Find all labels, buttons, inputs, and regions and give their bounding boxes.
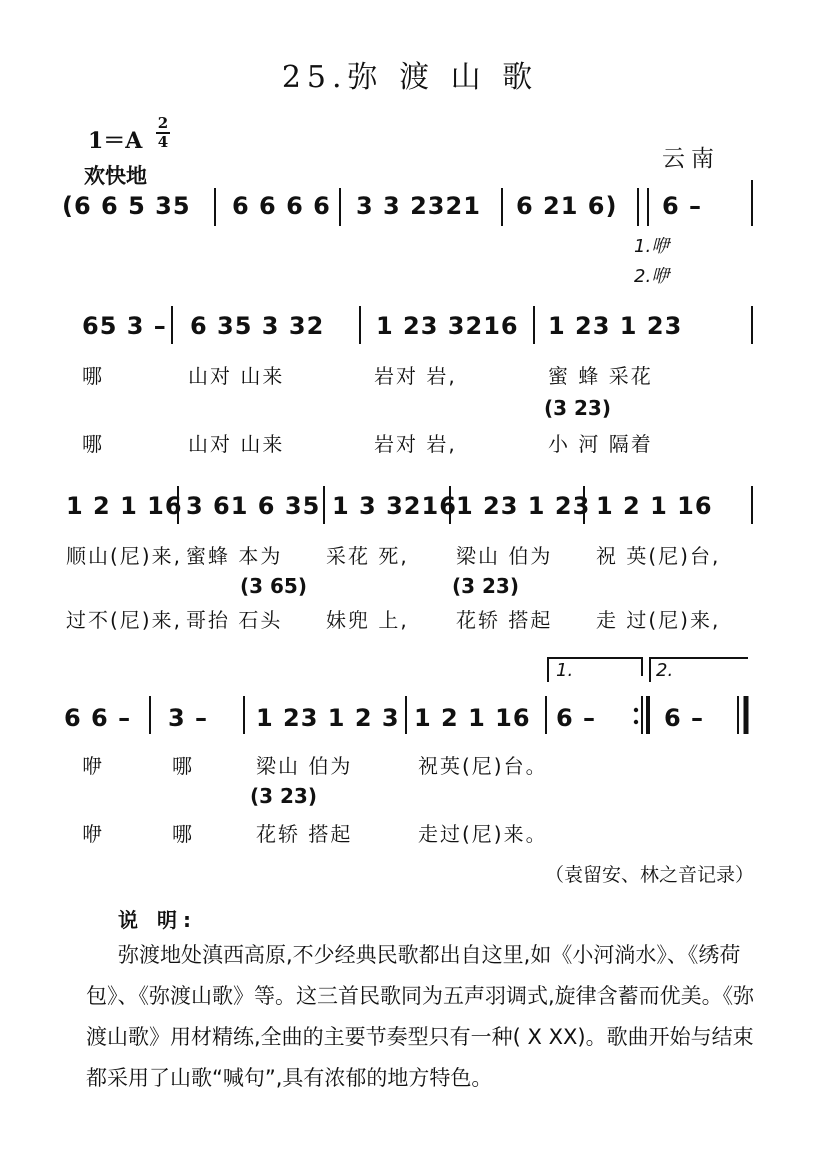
lyric: 走 过(尼)来, [596, 608, 721, 632]
lyric: 走过(尼)来。 [418, 822, 548, 846]
lyric: 哥抬 石头 [186, 608, 283, 632]
measure: 6 21 6) [516, 192, 618, 220]
lyric: 蜜 蜂 采花 [548, 364, 653, 388]
lyric: 蜜蜂 本为 [186, 544, 283, 568]
time-bottom: 4 [157, 133, 169, 151]
measure: 3 61 6 35 [186, 492, 321, 520]
measure: 1 2 1 16 [414, 704, 531, 732]
barlines-system-3 [0, 480, 820, 530]
lyric: 采花 死, [326, 544, 409, 568]
measure: 1 23 3216 [376, 312, 519, 340]
lyric: 梁山 伯为 [456, 544, 553, 568]
lyric: 哪 [172, 822, 194, 846]
lyric: 咿 [82, 754, 104, 778]
measure: 6 – [664, 704, 705, 732]
explanation-heading: 说 明: [118, 908, 197, 932]
measure: 65 3 – [82, 312, 167, 340]
lyric: 祝 英(尼)台, [596, 544, 721, 568]
alternate-notes: (3 23) [544, 396, 611, 420]
lyric: 梁山 伯为 [256, 754, 353, 778]
song-title: 25.弥 渡 山 歌 [281, 60, 539, 95]
lyric: 祝英(尼)台。 [418, 754, 548, 778]
tempo-marking: 欢快地 [84, 164, 147, 188]
lyric: 顺山(尼)来, [66, 544, 182, 568]
measure: 1 2 1 16 [596, 492, 713, 520]
measure: 1 3 3216 [332, 492, 457, 520]
volta-1-label: 1. [556, 660, 574, 681]
barlines-system-1 [0, 180, 820, 230]
lyric: 山对 山来 [188, 364, 285, 388]
volta-2-label: 2. [656, 660, 674, 681]
time-signature [156, 116, 170, 150]
transcription-credit: （袁留安、林之音记录） [544, 864, 754, 886]
explanation-text: 弥渡地处滇西高原,不少经典民歌都出自这里,如《小河淌水》、《绣荷包》、《弥渡山歌》等。这三首民歌同为五声羽调式,旋律含蓄而优美。《弥渡山歌》用材精练,全曲的主要节奏型只有一种( X XX)。歌曲开始与结束都采用了山歌“喊句”,具有浓郁的地方特色。 [86, 943, 755, 1090]
lyric: 岩对 岩, [374, 432, 457, 456]
lyric: 岩对 岩, [374, 364, 457, 388]
key-signature: 1＝A [88, 128, 143, 154]
measure: 3 3 2321 [356, 192, 481, 220]
measure: 6 6 6 6 [232, 192, 331, 220]
measure: 1 2 1 16 [66, 492, 183, 520]
lyric: 山对 山来 [188, 432, 285, 456]
measure: 1 23 1 2 3 [256, 704, 400, 732]
barlines-system-4 [0, 690, 820, 740]
barlines-system-2 [0, 300, 820, 350]
measure: 6 – [662, 192, 703, 220]
time-top: 2 [157, 114, 169, 132]
measure: 1 23 1 23 [548, 312, 683, 340]
lyric: 咿 [82, 822, 104, 846]
alternate-notes: (3 23) [452, 574, 519, 598]
alternate-notes: (3 23) [250, 784, 317, 808]
measure: 6 35 3 32 [190, 312, 325, 340]
lyric: 过不(尼)来, [66, 608, 182, 632]
measure: 6 – [556, 704, 597, 732]
volta-brackets [0, 654, 820, 684]
measure: 3 – [168, 704, 209, 732]
lyric: 小 河 隔着 [548, 432, 653, 456]
verse-2-intro: 2.咿 [634, 266, 670, 287]
lyric: 花轿 搭起 [456, 608, 553, 632]
region-label: 云南 [662, 146, 720, 172]
alternate-notes: (3 65) [240, 574, 307, 598]
measure: 1 23 1 23 [456, 492, 591, 520]
lyric: 花轿 搭起 [256, 822, 353, 846]
lyric: 哪 [82, 364, 104, 388]
measure: 6 6 – [64, 704, 132, 732]
lyric: 妹兜 上, [326, 608, 409, 632]
lyric: 哪 [82, 432, 104, 456]
lyric: 哪 [172, 754, 194, 778]
verse-1-intro: 1.咿 [634, 236, 670, 257]
measure: (6 6 5 35 [62, 192, 191, 220]
